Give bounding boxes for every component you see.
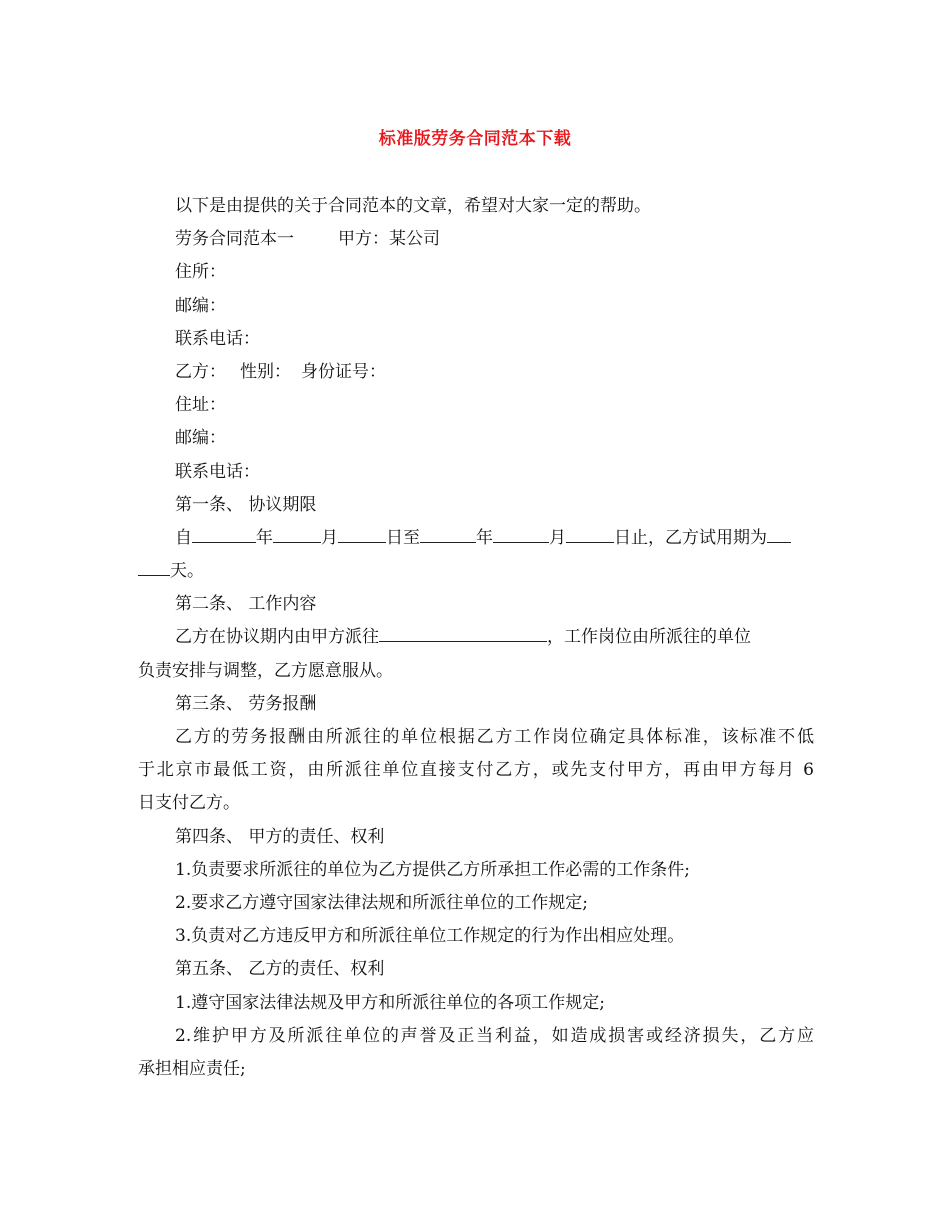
article-3-line-2: 于北京市最低工资，由所派往单位直接支付乙方，或先支付甲方，再由甲方每月 6 [138, 760, 814, 781]
text-post: ，工作岗位由所派往的单位 [547, 627, 751, 648]
article-1-days-line [138, 555, 814, 588]
article-2-line-1 [138, 621, 814, 654]
blank-start-day [338, 528, 386, 543]
text-year: 年 [256, 527, 273, 548]
party-a-address: 住所： [175, 262, 226, 283]
blank-trial-days-a [767, 528, 791, 543]
article-3-line-3: 日支付乙方。 [138, 793, 240, 814]
blank-end-month [493, 528, 549, 543]
text-trial-period: 日止，乙方试用期为 [614, 527, 767, 548]
document-title: 标准版劳务合同范本下载 [378, 129, 572, 149]
party-a-name: 甲方：某公司 [338, 229, 440, 250]
intro-line: 以下是由提供的关于合同范本的文章，希望对大家一定的帮助。 [175, 196, 651, 216]
party-a-phone: 联系电话： [175, 328, 260, 349]
article-4-item-1: 1.负责要求所派往的单位为乙方提供乙方所承担工作必需的工作条件; [175, 859, 690, 880]
article-1-title: 第一条、 协议期限 [175, 494, 317, 515]
gender-label: 性别： [240, 361, 291, 382]
blank-trial-days-b [138, 561, 170, 576]
party-b-line [138, 356, 814, 389]
party-b-phone: 联系电话： [175, 461, 260, 482]
article-4-item-3: 3.负责对乙方违反甲方和所派往单位工作规定的行为作出相应处理。 [175, 926, 685, 947]
article-1-period-line [138, 522, 814, 555]
article-5-item-1: 1.遵守国家法律法规及甲方和所派往单位的各项工作规定; [175, 992, 605, 1013]
article-2-line-2: 负责安排与调整，乙方愿意服从。 [138, 660, 393, 681]
party-a-postcode: 邮编： [175, 295, 226, 316]
article-3-line-1: 乙方的劳务报酬由所派往的单位根据乙方工作岗位确定具体标准，该标准不低 [175, 727, 814, 747]
party-b-address: 住址： [175, 395, 226, 416]
article-5-title: 第五条、 乙方的责任、权利 [175, 959, 385, 980]
text-day-to: 日至 [386, 527, 420, 548]
article-4-title: 第四条、 甲方的责任、权利 [175, 826, 385, 847]
blank-dispatch-unit [379, 627, 547, 642]
article-4-item-2: 2.要求乙方遵守国家法律法规和所派往单位的工作规定; [175, 892, 588, 913]
party-b-postcode: 邮编： [175, 428, 226, 449]
document-body [138, 190, 814, 1086]
sample-heading-line [138, 223, 814, 256]
text-month: 月 [321, 527, 338, 548]
blank-end-day [566, 528, 614, 543]
text-dispatch: 乙方在协议期内由甲方派往 [175, 627, 379, 648]
article-5-item-2-line-1: 2.维护甲方及所派往单位的声誉及正当利益，如造成损害或经济损失，乙方应 [175, 1025, 814, 1046]
text-month: 月 [549, 527, 566, 548]
party-b-label: 乙方： [175, 361, 226, 382]
text-days: 天。 [170, 561, 204, 582]
article-3-title: 第三条、 劳务报酬 [175, 693, 317, 714]
id-number-label: 身份证号： [301, 361, 386, 382]
article-2-title: 第二条、 工作内容 [175, 594, 317, 615]
blank-end-year [420, 528, 476, 543]
text-from: 自 [175, 527, 192, 548]
blank-start-month [273, 528, 321, 543]
sample-title: 劳务合同范本一 [175, 229, 294, 250]
blank-start-year [192, 528, 256, 543]
article-5-item-2-line-2: 承担相应责任; [138, 1058, 246, 1079]
text-year: 年 [476, 527, 493, 548]
